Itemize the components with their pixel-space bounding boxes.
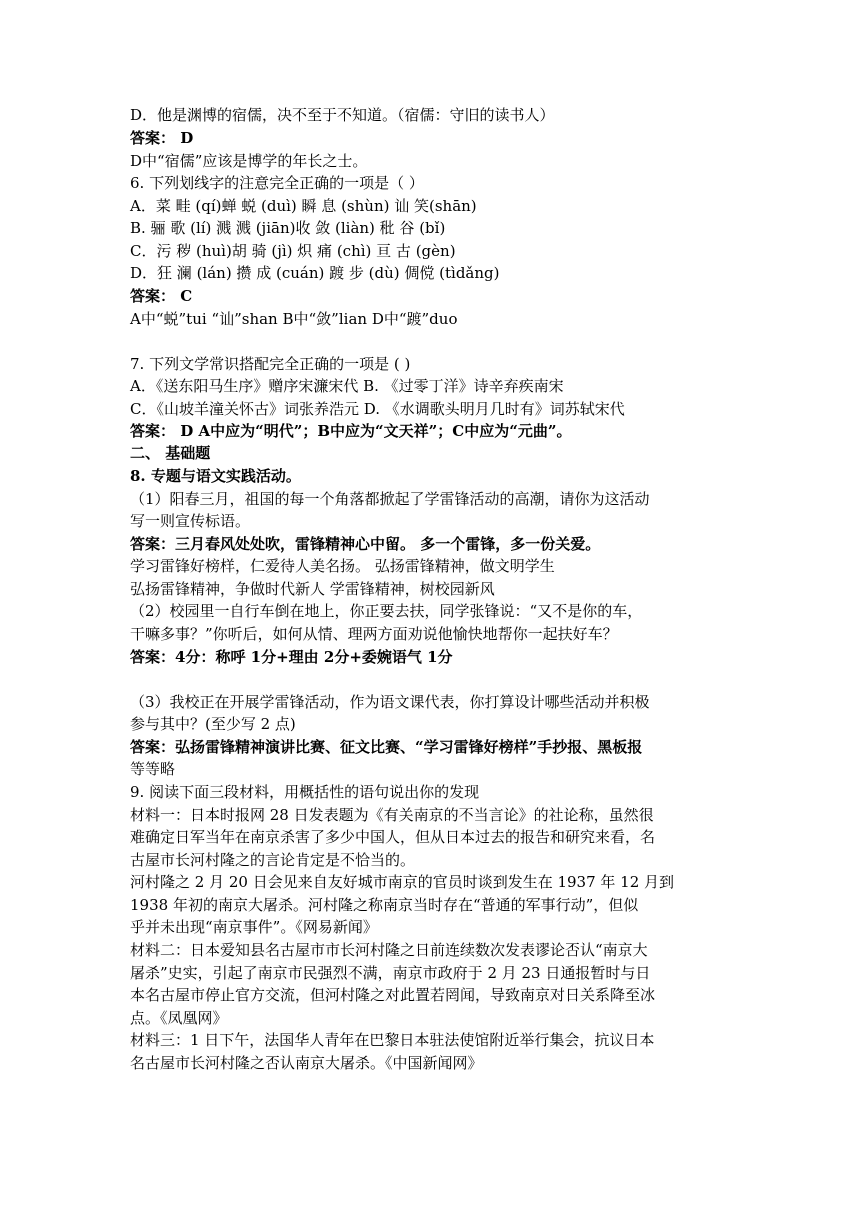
answer-line: 答案： D A中应为“明代”；B中应为“文天祥”；C中应为“元曲”。 [130,422,572,440]
text-line: 本名古屋市停止官方交流，但河村隆之对此置若罔闻，导致南京对日关系降至冰 [130,986,656,1004]
text-line: D．他是渊博的宿儒，决不至于不知道。（宿儒：守旧的读书人） [130,106,555,124]
text-line: A中“蜕”tui “讪”shan B中“敛”lian D中“踱”duo [130,310,458,328]
text-line: 干嘛多事？”你听后，如何从情、理两方面劝说他愉快地帮你一起扶好车？ [130,625,618,643]
answer-line: 答案： D [130,129,194,147]
text-line: 等等略 [130,760,176,778]
text-line: （2）校园里一自行车倒在地上，你正要去扶，同学张锋说：“又不是你的车， [130,602,643,620]
question-9: 9. 阅读下面三段材料，用概括性的语句说出你的发现 [130,783,480,801]
text-line: 名古屋市长河村隆之否认南京大屠杀。《中国新闻网》 [130,1054,483,1072]
question-7: 7. 下列文学常识搭配完全正确的一项是 ( ) [130,355,411,373]
text-line: 乎并未出现“南京事件”。《网易新闻》 [130,918,378,936]
text-line: （3）我校正在开展学雷锋活动，作为语文课代表，你打算设计哪些活动并积极 [130,693,650,711]
option-c: C．污 秽 (huì)胡 骑 (jì) 炽 痛 (chì) 亘 古 (gèn) [130,242,456,260]
option-a: A．菜 畦 (qí)蝉 蜕 (duì) 瞬 息 (shùn) 讪 笑(shān) [130,197,477,215]
option-line: C．《山坡羊潼关怀古》词张养浩元 D. 《水调歌头明月几时有》词苏轼宋代 [130,400,625,418]
text-line: 难确定日军当年在南京杀害了多少中国人，但从日本过去的报告和研究来看，名 [130,828,656,846]
option-b: B. 骊 歌 (lí) 溅 溅 (jiān)收 敛 (liàn) 秕 谷 (bǐ) [130,219,446,237]
text-line: 屠杀”史实，引起了南京市民强烈不满，南京市政府于 2 月 23 日通报暂时与日 [130,964,651,982]
text-line: 参与其中？(至少写 2 点) [130,715,296,733]
text-line: 材料二：日本爱知县名古屋市市长河村隆之日前连续数次发表谬论否认“南京大 [130,941,648,959]
text-line: 材料三：1 日下午，法国华人青年在巴黎日本驻法使馆附近举行集会，抗议日本 [130,1031,655,1049]
text-line: 河村隆之 2 月 20 日会见来自友好城市南京的官员时谈到发生在 1937 年 12 月到 [130,873,675,891]
text-line: 点。《凤凰网》 [130,1009,228,1027]
text-line: 写一则宣传标语。 [130,512,251,530]
question-6: 6. 下列划线字的注意完全正确的一项是（ ） [130,174,424,192]
text-line: 弘扬雷锋精神，争做时代新人 学雷锋精神，树校园新风 [130,580,495,598]
answer-line: 答案：4分：称呼 1分+理由 2分+委婉语气 1分 [130,648,453,666]
text-line: D中“宿儒”应该是博学的年长之士。 [130,152,368,170]
answer-line: 答案：三月春风处处吹，雷锋精神心中留。 多一个雷锋，多一份关爱。 [130,535,601,553]
answer-line: 答案：弘扬雷锋精神演讲比赛、征文比赛、“学习雷锋好榜样”手抄报、黑板报 [130,738,643,756]
question-8: 8. 专题与语文实践活动。 [130,467,301,485]
option-line: A．《送东阳马生序》赠序宋濂宋代 B. 《过零丁洋》诗辛弃疾南宋 [130,377,564,395]
answer-line: 答案： C [130,287,193,305]
text-line: 材料一：日本时报网 28 日发表题为《有关南京的不当言论》的社论称，虽然很 [130,806,654,824]
text-line: 学习雷锋好榜样，仁爱待人美名扬。 弘扬雷锋精神，做文明学生 [130,557,555,575]
section-heading: 二、 基础题 [130,444,211,462]
text-line: （1）阳春三月，祖国的每一个角落都掀起了学雷锋活动的高潮，请你为这活动 [130,490,650,508]
option-d: D．狂 澜 (lán) 攒 成 (cuán) 踱 步 (dù) 倜傥 (tìdǎng) [130,264,500,282]
text-line: 古屋市长河村隆之的言论肯定是不恰当的。 [130,851,416,869]
text-line: 1938 年初的南京大屠杀。河村隆之称南京当时存在“普通的军事行动”，但似 [130,896,639,914]
